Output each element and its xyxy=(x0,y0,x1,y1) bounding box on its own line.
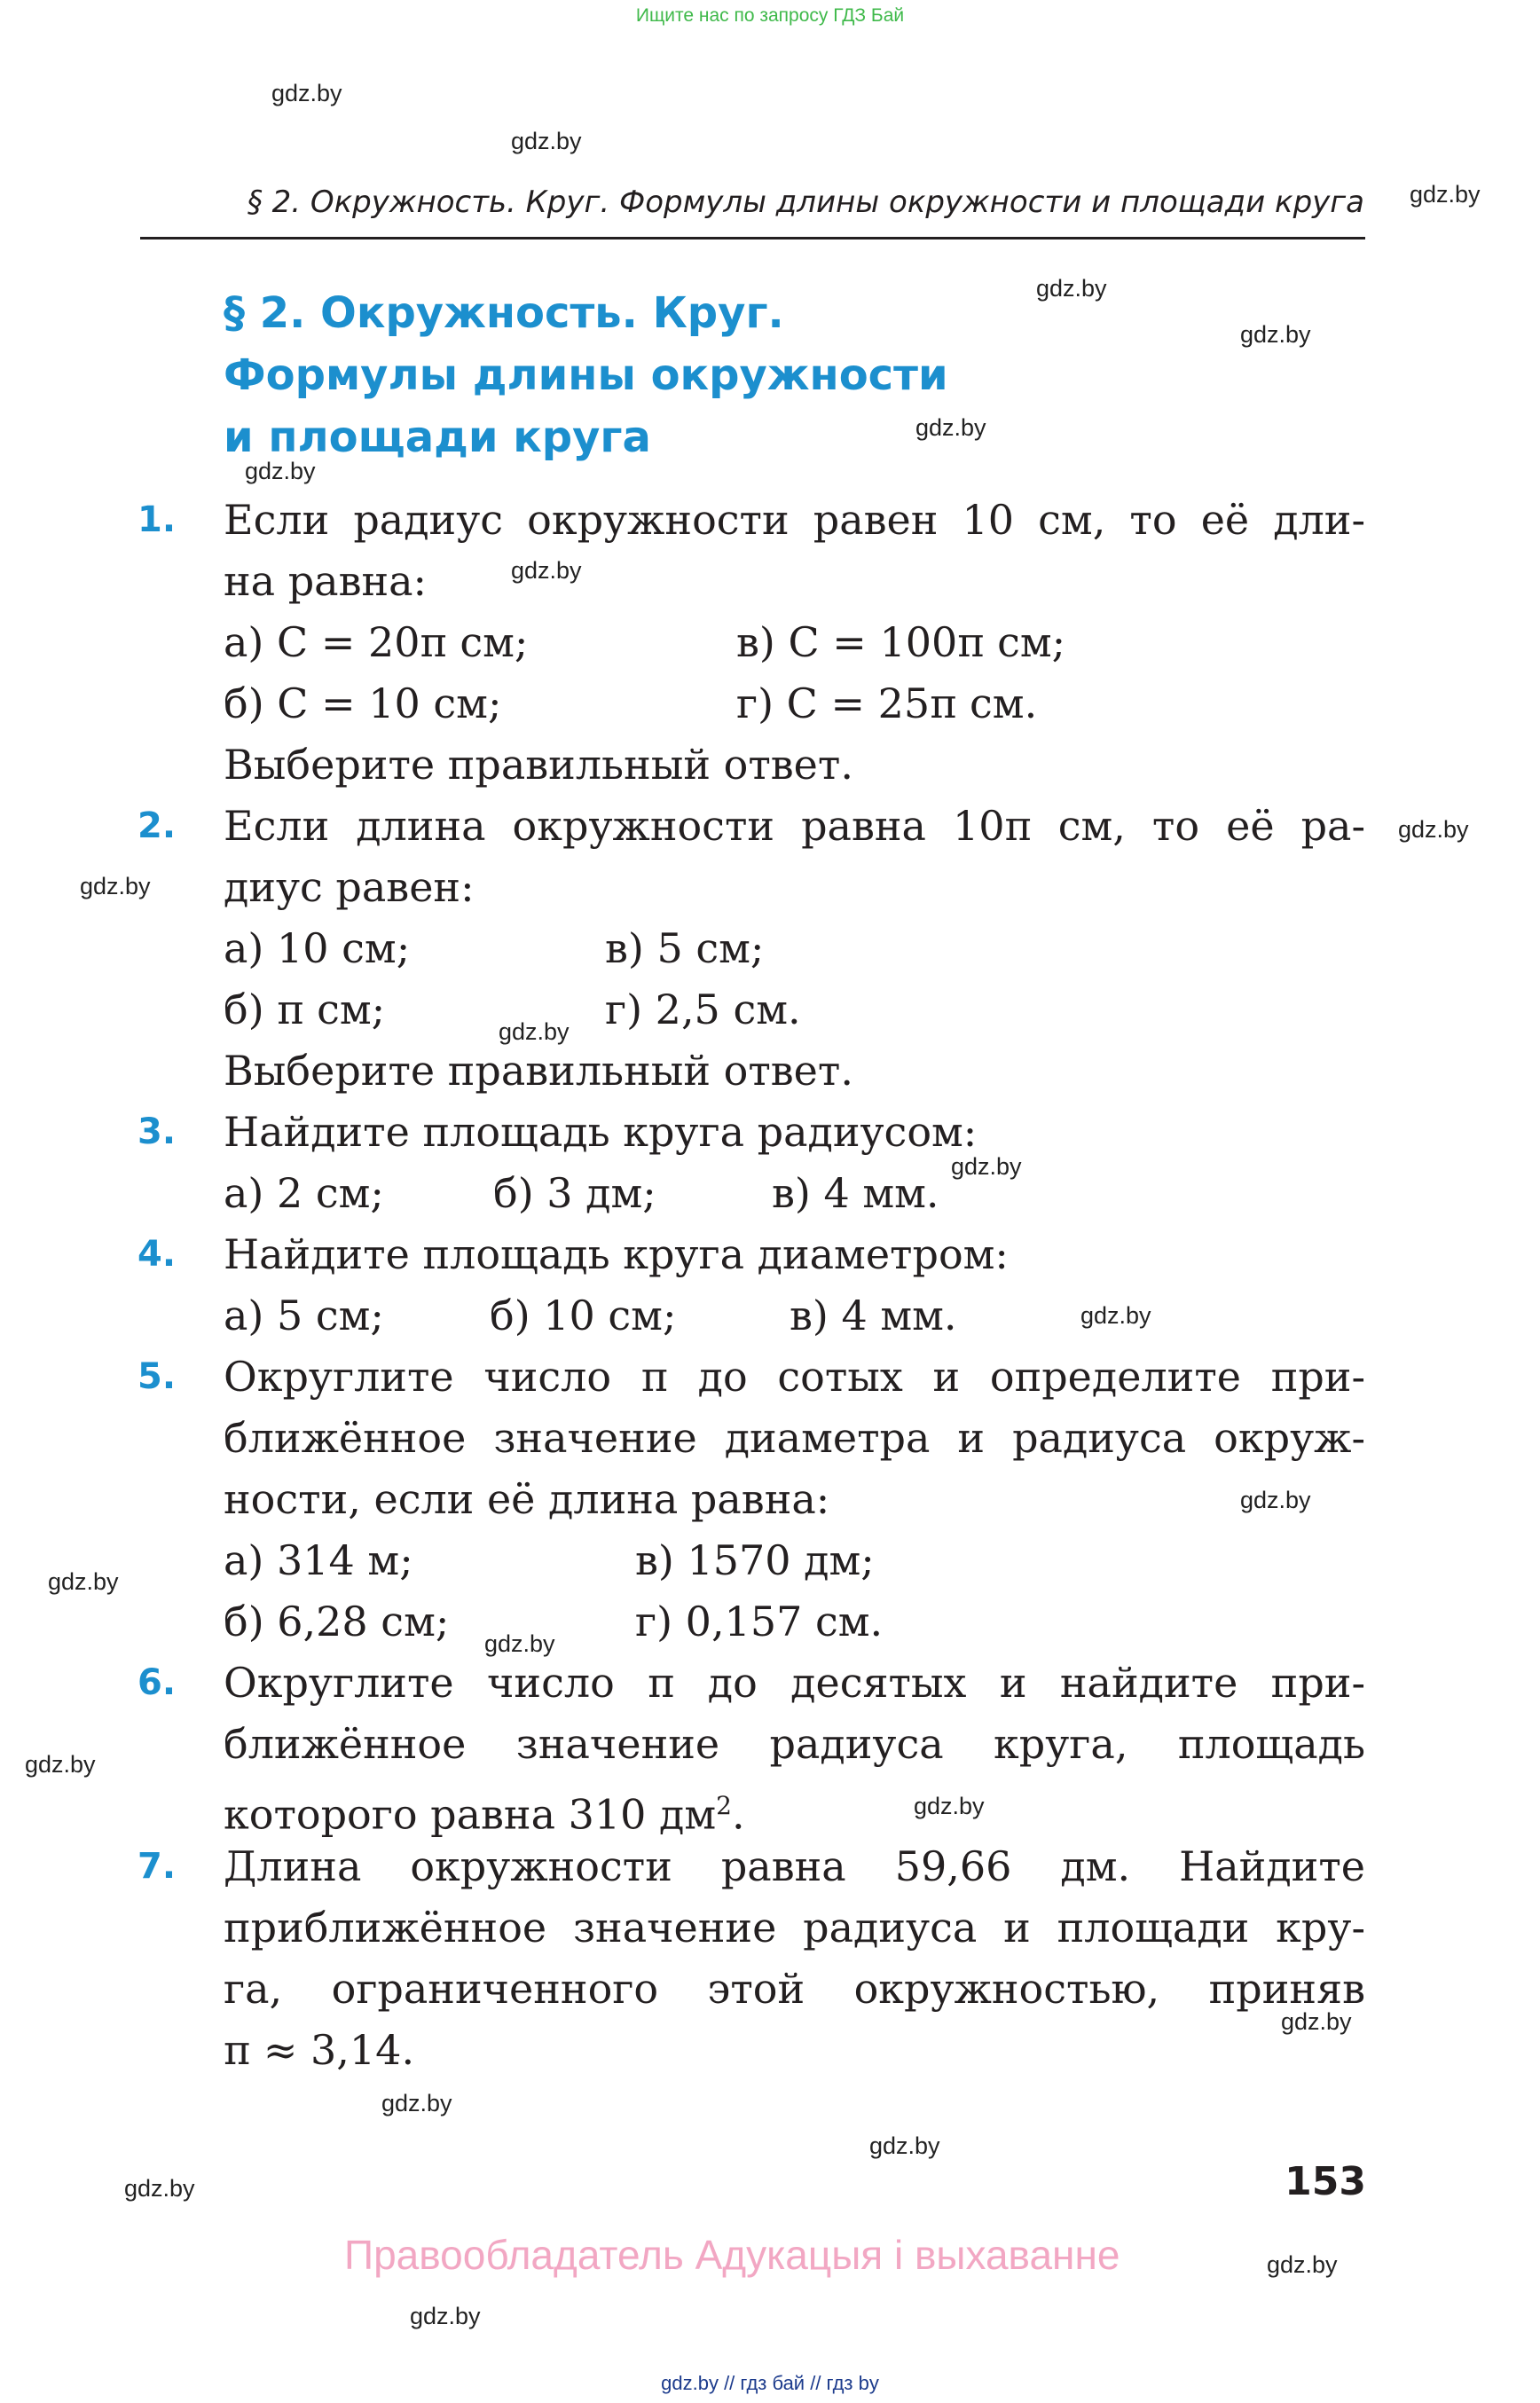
problem-instruction: Выберите правильный ответ. xyxy=(224,1047,853,1095)
option-label: а) xyxy=(224,924,264,972)
problem-text: Округлите число π до десятых и найдите при- xyxy=(224,1659,1365,1707)
problem-text: Округлите число π до сотых и определите при- xyxy=(224,1353,1365,1401)
answer-option xyxy=(772,1163,939,1224)
problem-text: приближённое значение радиуса и площади кру- xyxy=(224,1904,1365,1951)
watermark: gdz.by xyxy=(124,2175,195,2202)
section-title xyxy=(224,282,1022,468)
title-line: и площади круга xyxy=(224,412,651,462)
problem-text xyxy=(224,1775,745,1845)
answer-option xyxy=(224,1591,449,1653)
problem-text-part: которого равна 310 дм xyxy=(224,1790,717,1839)
option-label: в) xyxy=(736,618,775,666)
option-label: в) xyxy=(772,1169,811,1217)
watermark: gdz.by xyxy=(951,1153,1022,1180)
watermark: gdz.by xyxy=(869,2132,940,2159)
problem-text: ближённое значение диаметра и радиуса окруж- xyxy=(224,1414,1365,1462)
option-text: C = 20π см; xyxy=(277,618,529,666)
page-number: 153 xyxy=(1285,2159,1366,2204)
watermark: gdz.by xyxy=(1267,2251,1338,2278)
answer-option xyxy=(224,1530,413,1591)
header-rule xyxy=(140,237,1365,240)
problem-number: 6. xyxy=(138,1662,177,1703)
option-label: г) xyxy=(635,1598,673,1645)
problem-text: Если длина окружности равна 10π см, то её ра- xyxy=(224,802,1365,850)
option-text: 5 см; xyxy=(277,1292,384,1339)
exponent: 2 xyxy=(716,1791,732,1820)
option-label: а) xyxy=(224,618,264,666)
watermark: gdz.by xyxy=(1281,2008,1352,2035)
option-label: г) xyxy=(736,679,774,727)
watermark: gdz.by xyxy=(511,128,582,154)
problem-text: ближённое значение радиуса круга, площадь xyxy=(224,1720,1365,1768)
running-header: § 2. Окружность. Круг. Формулы длины окружности и площади круга xyxy=(247,185,1364,220)
option-label: б) xyxy=(490,1292,530,1339)
title-line: Формулы длины окружности xyxy=(224,350,948,400)
answer-option xyxy=(493,1163,656,1224)
option-label: в) xyxy=(605,924,644,972)
answer-option xyxy=(790,1285,957,1347)
option-label: б) xyxy=(224,1598,264,1645)
option-text: 5 см; xyxy=(656,924,765,972)
copyright-notice: Правообладатель Адукацыя і выхаванне xyxy=(344,2232,1120,2278)
problem-text: диус равен: xyxy=(224,863,475,911)
answer-option xyxy=(224,979,385,1041)
watermark: gdz.by xyxy=(1410,181,1481,208)
option-label: а) xyxy=(224,1169,264,1217)
top-banner[interactable]: Ищите нас по запросу ГДЗ Бай xyxy=(635,5,905,26)
answer-option xyxy=(224,1163,384,1224)
option-text: C = 10 см; xyxy=(277,679,502,727)
problem-text: Если радиус окружности равен 10 см, то её дли- xyxy=(224,496,1365,544)
problem-text: Найдите площадь круга диаметром: xyxy=(224,1230,1009,1278)
option-text: 10 см; xyxy=(277,924,411,972)
option-label: а) xyxy=(224,1536,264,1584)
problem-number: 5. xyxy=(138,1356,177,1397)
watermark: gdz.by xyxy=(914,1793,985,1819)
watermark: gdz.by xyxy=(80,873,151,899)
watermark: gdz.by xyxy=(1398,816,1469,843)
problem-number: 4. xyxy=(138,1234,177,1275)
watermark: gdz.by xyxy=(271,80,342,106)
problem-text: π ≈ 3,14. xyxy=(224,2026,415,2074)
problem-text-part: . xyxy=(731,1790,745,1839)
answer-option xyxy=(224,918,410,979)
answer-option xyxy=(736,673,1037,734)
option-text: 0,157 см. xyxy=(685,1598,884,1645)
problem-number: 2. xyxy=(138,805,177,846)
answer-option xyxy=(736,612,1065,673)
problem-text: га, ограниченного этой окружностью, приняв xyxy=(224,1965,1365,2013)
option-label: в) xyxy=(790,1292,829,1339)
answer-option xyxy=(605,918,764,979)
option-text: 4 мм. xyxy=(841,1292,957,1339)
problem-text: Найдите площадь круга радиусом: xyxy=(224,1108,978,1156)
option-text: 1570 дм; xyxy=(687,1536,875,1584)
problem-number: 3. xyxy=(138,1111,177,1152)
watermark: gdz.by xyxy=(1240,321,1311,348)
watermark: gdz.by xyxy=(381,2090,452,2116)
answer-option xyxy=(490,1285,676,1347)
answer-option xyxy=(605,979,801,1041)
option-label: в) xyxy=(635,1536,674,1584)
problem-text: Длина окружности равна 59,66 дм. Найдите xyxy=(224,1842,1365,1890)
watermark: gdz.by xyxy=(1036,275,1107,302)
watermark: gdz.by xyxy=(511,557,582,584)
watermark: gdz.by xyxy=(484,1630,555,1657)
option-label: г) xyxy=(605,986,643,1033)
watermark: gdz.by xyxy=(48,1568,119,1595)
option-label: б) xyxy=(493,1169,534,1217)
option-label: б) xyxy=(224,986,264,1033)
problem-text: на равна: xyxy=(224,557,428,605)
answer-option xyxy=(224,673,501,734)
option-text: 10 см; xyxy=(543,1292,677,1339)
watermark: gdz.by xyxy=(245,458,316,484)
option-label: а) xyxy=(224,1292,264,1339)
watermark: gdz.by xyxy=(1080,1302,1151,1329)
answer-option xyxy=(635,1591,883,1653)
bottom-links[interactable]: gdz.by // гдз бай // гдз by xyxy=(661,2372,879,2394)
watermark: gdz.by xyxy=(915,414,986,441)
problem-number: 1. xyxy=(138,499,177,540)
title-line: § 2. Окружность. Круг. xyxy=(224,288,784,338)
answer-option xyxy=(224,1285,384,1347)
answer-option xyxy=(635,1530,875,1591)
option-text: 2 см; xyxy=(277,1169,384,1217)
problem-number: 7. xyxy=(138,1846,177,1887)
watermark: gdz.by xyxy=(499,1018,570,1045)
option-text: 2,5 см. xyxy=(655,986,801,1033)
option-label: б) xyxy=(224,679,264,727)
watermark: gdz.by xyxy=(25,1751,96,1778)
answer-option xyxy=(224,612,528,673)
problem-instruction: Выберите правильный ответ. xyxy=(224,741,853,789)
option-text: 314 м; xyxy=(277,1536,413,1584)
problem-text: ности, если её длина равна: xyxy=(224,1475,830,1523)
option-text: 4 мм. xyxy=(823,1169,939,1217)
option-text: π см; xyxy=(277,986,386,1033)
watermark: gdz.by xyxy=(410,2303,481,2329)
option-text: 6,28 см; xyxy=(277,1598,450,1645)
option-text: C = 100π см; xyxy=(788,618,1066,666)
option-text: C = 25π см. xyxy=(786,679,1038,727)
watermark: gdz.by xyxy=(1240,1487,1311,1513)
option-text: 3 дм; xyxy=(546,1169,656,1217)
